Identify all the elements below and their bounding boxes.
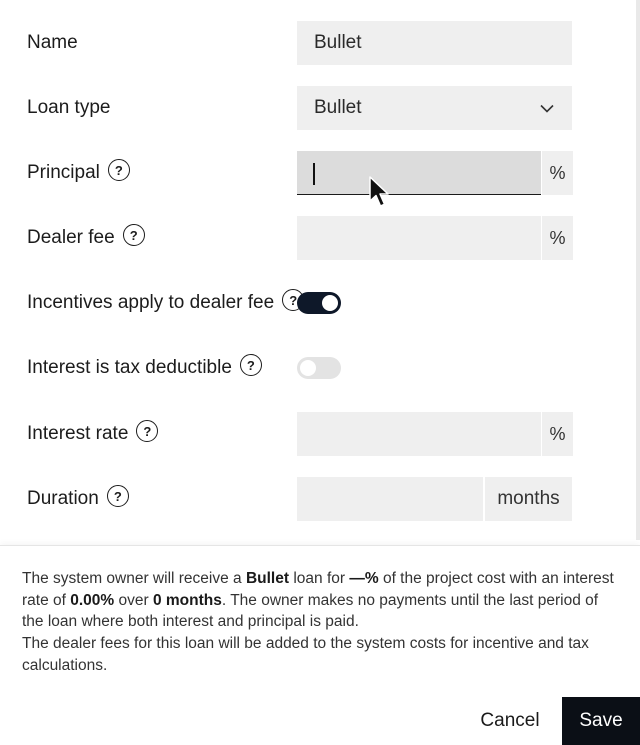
- duration-label: [27, 488, 129, 510]
- name-value: Bullet: [314, 32, 362, 53]
- interest-rate-label-text: Interest rate: [27, 423, 129, 444]
- toggle-knob: [300, 360, 316, 376]
- summary-dealer-note: The dealer fees for this loan will be added to the system costs for incentive and tax calculations.: [22, 635, 589, 674]
- help-circle-icon[interactable]: ?: [240, 354, 262, 376]
- summary-text-5: . The owner makes no payments until the last period of the loan where both interest and principal is paid.: [22, 591, 599, 630]
- dealer-fee-unit: %: [542, 216, 573, 260]
- save-button[interactable]: Save: [562, 697, 640, 745]
- interest-rate-unit: %: [542, 412, 573, 456]
- principal-field: [297, 151, 573, 195]
- summary-principal: —%: [349, 570, 379, 587]
- help-circle-icon[interactable]: ?: [107, 485, 129, 507]
- summary-rate: 0.00%: [70, 591, 115, 609]
- principal-input[interactable]: [297, 151, 541, 195]
- dealer-fee-input[interactable]: [297, 216, 541, 260]
- summary-text-4: over: [114, 591, 153, 609]
- duration-field: [297, 477, 572, 521]
- summary-text-2: loan for: [289, 570, 350, 587]
- help-circle-icon[interactable]: ?: [108, 159, 130, 181]
- interest-rate-input[interactable]: [297, 412, 541, 456]
- dealer-fee-label-text: Dealer fee: [27, 227, 115, 248]
- toggle-knob: [322, 295, 338, 311]
- summary-text-3: of the project cost with an interest rate of: [22, 570, 614, 609]
- help-circle-icon[interactable]: ?: [123, 224, 145, 246]
- interest-rate-field: [297, 412, 573, 456]
- scrollbar[interactable]: [636, 0, 640, 540]
- incentives-label-text: Incentives apply to dealer fee: [27, 292, 275, 313]
- loan-type-value: Bullet: [314, 97, 362, 118]
- interest-rate-label: [27, 423, 158, 445]
- mouse-pointer-icon: [368, 176, 392, 210]
- chevron-down-icon: [540, 101, 554, 115]
- tax-deductible-label: [27, 357, 262, 379]
- principal-unit: %: [542, 151, 573, 195]
- dealer-fee-field: [297, 216, 573, 260]
- help-circle-icon[interactable]: ?: [282, 289, 304, 311]
- name-label: Name: [27, 32, 78, 53]
- loan-type-label: Loan type: [27, 97, 111, 118]
- cancel-button[interactable]: Cancel: [470, 697, 550, 745]
- duration-input[interactable]: [297, 477, 483, 521]
- summary-loan-type: Bullet: [245, 570, 290, 587]
- summary-duration: 0 months: [152, 591, 222, 609]
- text-caret: [313, 163, 315, 185]
- principal-label: [27, 162, 130, 184]
- dealer-fee-label: [27, 227, 145, 249]
- summary-text-1: The system owner will receive a: [22, 570, 246, 587]
- name-input[interactable]: [297, 21, 572, 65]
- loan-type-select[interactable]: [297, 86, 572, 130]
- principal-label-text: Principal: [27, 162, 100, 183]
- tax-deductible-label-text: Interest is tax deductible: [27, 357, 232, 378]
- tax-deductible-toggle[interactable]: [297, 357, 341, 379]
- duration-label-text: Duration: [27, 488, 99, 509]
- incentives-label: [27, 292, 304, 314]
- duration-unit: months: [485, 477, 572, 521]
- help-circle-icon[interactable]: ?: [136, 420, 158, 442]
- incentives-toggle[interactable]: [297, 292, 341, 314]
- summary-paragraph: [22, 568, 622, 633]
